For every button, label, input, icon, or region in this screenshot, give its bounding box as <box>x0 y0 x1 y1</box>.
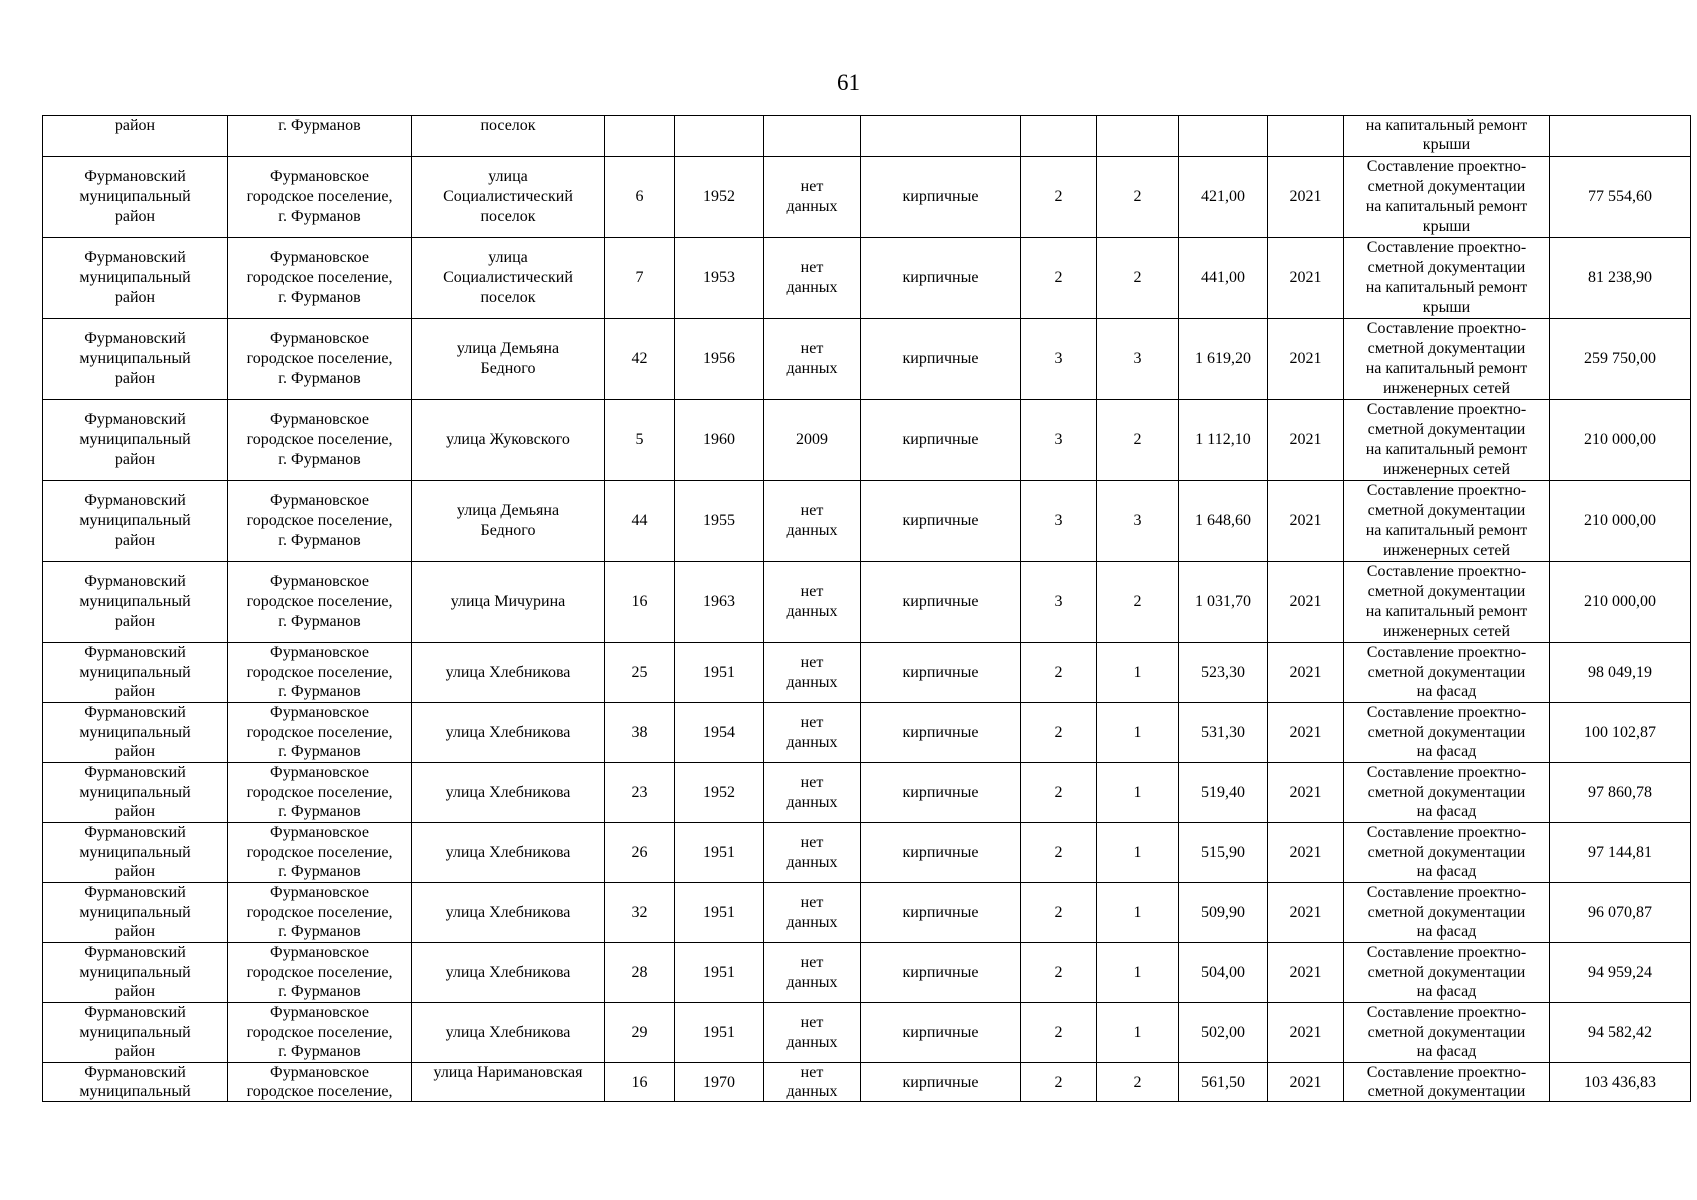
cell-area: 519,40 <box>1179 763 1268 823</box>
cell-year-built: 1951 <box>675 643 764 703</box>
table-row <box>43 763 1691 823</box>
cell-walls: кирпичные <box>861 319 1021 400</box>
cell-floors: 2 <box>1021 823 1097 883</box>
cell-work: Составление проектно- сметной документации на фасад <box>1344 943 1550 1003</box>
table-row <box>43 643 1691 703</box>
table-row <box>43 1003 1691 1063</box>
cell-street: улица Хлебникова <box>412 1003 605 1063</box>
cell-house: 7 <box>605 238 675 319</box>
cell-year-built: 1955 <box>675 481 764 562</box>
cell-plan-year: 2021 <box>1268 400 1344 481</box>
cell-cost: 100 102,87 <box>1550 703 1691 763</box>
cell-entrances: 3 <box>1097 481 1179 562</box>
cell-house: 26 <box>605 823 675 883</box>
table-row <box>43 157 1691 238</box>
cell-year-built: 1951 <box>675 943 764 1003</box>
cell-last-repair: нет данных <box>764 643 861 703</box>
cell-cost: 94 959,24 <box>1550 943 1691 1003</box>
cell-entrances: 1 <box>1097 883 1179 943</box>
cell-plan-year: 2021 <box>1268 703 1344 763</box>
cell-work: Составление проектно- сметной документации на капитальный ремонт инженерных сетей <box>1344 481 1550 562</box>
cell-house: 16 <box>605 1063 675 1102</box>
cell-last-repair: нет данных <box>764 1003 861 1063</box>
table-row <box>43 562 1691 643</box>
cell-entrances: 1 <box>1097 823 1179 883</box>
cell-settlement: Фурмановское городское поселение, <box>228 1063 412 1102</box>
cell-last-repair: нет данных <box>764 823 861 883</box>
cell-year-built: 1960 <box>675 400 764 481</box>
cell-area: 1 619,20 <box>1179 319 1268 400</box>
cell-year-built: 1952 <box>675 763 764 823</box>
cell-cost: 81 238,90 <box>1550 238 1691 319</box>
cell-area: 504,00 <box>1179 943 1268 1003</box>
cell-work: Составление проектно- сметной документации на капитальный ремонт инженерных сетей <box>1344 400 1550 481</box>
cell-walls: кирпичные <box>861 562 1021 643</box>
cell-work: Составление проектно- сметной документации на фасад <box>1344 703 1550 763</box>
cell-walls: кирпичные <box>861 763 1021 823</box>
cell-walls <box>861 116 1021 157</box>
cell-street: улица Социалистический поселок <box>412 157 605 238</box>
cell-floors: 2 <box>1021 943 1097 1003</box>
cell-floors: 3 <box>1021 400 1097 481</box>
cell-district: Фурмановский муниципальный район <box>43 400 228 481</box>
cell-floors <box>1021 116 1097 157</box>
cell-last-repair: нет данных <box>764 157 861 238</box>
cell-work: Составление проектно- сметной документации на фасад <box>1344 883 1550 943</box>
cell-work: на капитальный ремонт крыши <box>1344 116 1550 157</box>
cell-area: 509,90 <box>1179 883 1268 943</box>
cell-work: Составление проектно- сметной документации на капитальный ремонт крыши <box>1344 238 1550 319</box>
cell-last-repair <box>764 116 861 157</box>
cell-house: 16 <box>605 562 675 643</box>
cell-area: 502,00 <box>1179 1003 1268 1063</box>
cell-area <box>1179 116 1268 157</box>
cell-house: 32 <box>605 883 675 943</box>
cell-cost: 77 554,60 <box>1550 157 1691 238</box>
cell-district: Фурмановский муниципальный <box>43 1063 228 1102</box>
cell-entrances <box>1097 116 1179 157</box>
cell-house: 23 <box>605 763 675 823</box>
cell-district: Фурмановский муниципальный район <box>43 562 228 643</box>
cell-street: улица Хлебникова <box>412 643 605 703</box>
cell-district: Фурмановский муниципальный район <box>43 823 228 883</box>
cell-floors: 2 <box>1021 883 1097 943</box>
cell-area: 515,90 <box>1179 823 1268 883</box>
cell-settlement: Фурмановское городское поселение, г. Фурманов <box>228 157 412 238</box>
cell-area: 1 031,70 <box>1179 562 1268 643</box>
cell-last-repair: нет данных <box>764 1063 861 1102</box>
cell-year-built: 1970 <box>675 1063 764 1102</box>
cell-plan-year: 2021 <box>1268 883 1344 943</box>
cell-entrances: 3 <box>1097 319 1179 400</box>
cell-work: Составление проектно- сметной документации на капитальный ремонт инженерных сетей <box>1344 319 1550 400</box>
cell-floors: 3 <box>1021 481 1097 562</box>
cell-settlement: Фурмановское городское поселение, г. Фурманов <box>228 1003 412 1063</box>
cell-walls: кирпичные <box>861 1003 1021 1063</box>
cell-area: 561,50 <box>1179 1063 1268 1102</box>
cell-floors: 3 <box>1021 562 1097 643</box>
cell-year-built: 1963 <box>675 562 764 643</box>
cell-floors: 2 <box>1021 1063 1097 1102</box>
cell-street: улица Хлебникова <box>412 823 605 883</box>
cell-area: 1 648,60 <box>1179 481 1268 562</box>
cell-floors: 2 <box>1021 1003 1097 1063</box>
cell-street: улица Хлебникова <box>412 883 605 943</box>
cell-district: Фурмановский муниципальный район <box>43 883 228 943</box>
cell-plan-year: 2021 <box>1268 319 1344 400</box>
cell-settlement: Фурмановское городское поселение, г. Фурманов <box>228 703 412 763</box>
cell-year-built: 1954 <box>675 703 764 763</box>
cell-settlement: Фурмановское городское поселение, г. Фурманов <box>228 823 412 883</box>
cell-work: Составление проектно- сметной документации <box>1344 1063 1550 1102</box>
cell-cost: 259 750,00 <box>1550 319 1691 400</box>
cell-walls: кирпичные <box>861 400 1021 481</box>
cell-settlement: г. Фурманов <box>228 116 412 157</box>
cell-entrances: 2 <box>1097 562 1179 643</box>
cell-last-repair: нет данных <box>764 883 861 943</box>
cell-year-built <box>675 116 764 157</box>
cell-work: Составление проектно- сметной документации на капитальный ремонт инженерных сетей <box>1344 562 1550 643</box>
cell-street: улица Хлебникова <box>412 703 605 763</box>
cell-walls: кирпичные <box>861 883 1021 943</box>
repair-register-table <box>42 115 1691 1102</box>
cell-street: улица Демьяна Бедного <box>412 481 605 562</box>
cell-area: 1 112,10 <box>1179 400 1268 481</box>
cell-house: 6 <box>605 157 675 238</box>
cell-cost: 103 436,83 <box>1550 1063 1691 1102</box>
cell-entrances: 1 <box>1097 1003 1179 1063</box>
cell-work: Составление проектно- сметной документации на фасад <box>1344 1003 1550 1063</box>
cell-settlement: Фурмановское городское поселение, г. Фурманов <box>228 562 412 643</box>
cell-work: Составление проектно- сметной документации на фасад <box>1344 763 1550 823</box>
cell-district: район <box>43 116 228 157</box>
cell-cost: 210 000,00 <box>1550 400 1691 481</box>
cell-walls: кирпичные <box>861 1063 1021 1102</box>
cell-house <box>605 116 675 157</box>
cell-street: улица Наримановская <box>412 1063 605 1102</box>
cell-street: улица Жуковского <box>412 400 605 481</box>
cell-walls: кирпичные <box>861 238 1021 319</box>
cell-work: Составление проектно- сметной документации на фасад <box>1344 823 1550 883</box>
cell-area: 523,30 <box>1179 643 1268 703</box>
cell-cost: 210 000,00 <box>1550 562 1691 643</box>
table-row <box>43 823 1691 883</box>
cell-district: Фурмановский муниципальный район <box>43 943 228 1003</box>
table-row <box>43 481 1691 562</box>
cell-walls: кирпичные <box>861 481 1021 562</box>
cell-street: улица Социалистический поселок <box>412 238 605 319</box>
cell-cost: 97 860,78 <box>1550 763 1691 823</box>
cell-settlement: Фурмановское городское поселение, г. Фурманов <box>228 481 412 562</box>
cell-plan-year: 2021 <box>1268 1003 1344 1063</box>
cell-last-repair: нет данных <box>764 703 861 763</box>
cell-house: 29 <box>605 1003 675 1063</box>
cell-plan-year: 2021 <box>1268 943 1344 1003</box>
cell-street: поселок <box>412 116 605 157</box>
cell-entrances: 2 <box>1097 400 1179 481</box>
cell-walls: кирпичные <box>861 157 1021 238</box>
cell-settlement: Фурмановское городское поселение, г. Фурманов <box>228 643 412 703</box>
cell-entrances: 2 <box>1097 1063 1179 1102</box>
cell-cost: 210 000,00 <box>1550 481 1691 562</box>
cell-district: Фурмановский муниципальный район <box>43 157 228 238</box>
cell-street: улица Демьяна Бедного <box>412 319 605 400</box>
page-number: 61 <box>837 70 860 95</box>
cell-house: 5 <box>605 400 675 481</box>
cell-entrances: 2 <box>1097 238 1179 319</box>
cell-plan-year: 2021 <box>1268 763 1344 823</box>
cell-plan-year: 2021 <box>1268 562 1344 643</box>
cell-entrances: 1 <box>1097 643 1179 703</box>
cell-settlement: Фурмановское городское поселение, г. Фурманов <box>228 400 412 481</box>
table-row <box>43 238 1691 319</box>
cell-entrances: 1 <box>1097 943 1179 1003</box>
cell-entrances: 1 <box>1097 703 1179 763</box>
cell-house: 44 <box>605 481 675 562</box>
cell-settlement: Фурмановское городское поселение, г. Фурманов <box>228 238 412 319</box>
cell-work: Составление проектно- сметной документации на фасад <box>1344 643 1550 703</box>
cell-cost: 97 144,81 <box>1550 823 1691 883</box>
cell-district: Фурмановский муниципальный район <box>43 238 228 319</box>
cell-cost: 98 049,19 <box>1550 643 1691 703</box>
cell-last-repair: нет данных <box>764 562 861 643</box>
cell-district: Фурмановский муниципальный район <box>43 643 228 703</box>
cell-area: 421,00 <box>1179 157 1268 238</box>
cell-settlement: Фурмановское городское поселение, г. Фурманов <box>228 763 412 823</box>
cell-walls: кирпичные <box>861 823 1021 883</box>
cell-entrances: 2 <box>1097 157 1179 238</box>
cell-plan-year: 2021 <box>1268 643 1344 703</box>
cell-plan-year: 2021 <box>1268 823 1344 883</box>
cell-area: 531,30 <box>1179 703 1268 763</box>
cell-street: улица Мичурина <box>412 562 605 643</box>
cell-floors: 2 <box>1021 157 1097 238</box>
cell-last-repair: нет данных <box>764 481 861 562</box>
cell-district: Фурмановский муниципальный район <box>43 703 228 763</box>
cell-house: 28 <box>605 943 675 1003</box>
cell-floors: 2 <box>1021 763 1097 823</box>
cell-house: 38 <box>605 703 675 763</box>
table-row <box>43 883 1691 943</box>
cell-year-built: 1953 <box>675 238 764 319</box>
cell-work: Составление проектно- сметной документации на капитальный ремонт крыши <box>1344 157 1550 238</box>
cell-walls: кирпичные <box>861 943 1021 1003</box>
cell-last-repair: нет данных <box>764 763 861 823</box>
cell-year-built: 1952 <box>675 157 764 238</box>
cell-floors: 2 <box>1021 238 1097 319</box>
cell-plan-year: 2021 <box>1268 157 1344 238</box>
cell-district: Фурмановский муниципальный район <box>43 481 228 562</box>
table-row <box>43 1063 1691 1102</box>
cell-settlement: Фурмановское городское поселение, г. Фурманов <box>228 883 412 943</box>
table-row-continuation <box>43 116 1691 157</box>
table-row <box>43 703 1691 763</box>
table-row <box>43 943 1691 1003</box>
cell-area: 441,00 <box>1179 238 1268 319</box>
cell-last-repair: нет данных <box>764 943 861 1003</box>
cell-floors: 2 <box>1021 703 1097 763</box>
cell-last-repair: нет данных <box>764 319 861 400</box>
cell-year-built: 1956 <box>675 319 764 400</box>
cell-district: Фурмановский муниципальный район <box>43 1003 228 1063</box>
cell-district: Фурмановский муниципальный район <box>43 319 228 400</box>
cell-settlement: Фурмановское городское поселение, г. Фурманов <box>228 943 412 1003</box>
cell-house: 42 <box>605 319 675 400</box>
table-row <box>43 400 1691 481</box>
cell-last-repair: нет данных <box>764 238 861 319</box>
cell-settlement: Фурмановское городское поселение, г. Фурманов <box>228 319 412 400</box>
cell-cost: 96 070,87 <box>1550 883 1691 943</box>
cell-plan-year <box>1268 116 1344 157</box>
cell-last-repair: 2009 <box>764 400 861 481</box>
cell-street: улица Хлебникова <box>412 763 605 823</box>
cell-plan-year: 2021 <box>1268 1063 1344 1102</box>
cell-house: 25 <box>605 643 675 703</box>
cell-year-built: 1951 <box>675 883 764 943</box>
cell-walls: кирпичные <box>861 703 1021 763</box>
cell-district: Фурмановский муниципальный район <box>43 763 228 823</box>
cell-year-built: 1951 <box>675 1003 764 1063</box>
cell-street: улица Хлебникова <box>412 943 605 1003</box>
cell-entrances: 1 <box>1097 763 1179 823</box>
cell-cost <box>1550 116 1691 157</box>
cell-plan-year: 2021 <box>1268 238 1344 319</box>
cell-plan-year: 2021 <box>1268 481 1344 562</box>
cell-walls: кирпичные <box>861 643 1021 703</box>
table-row <box>43 319 1691 400</box>
cell-year-built: 1951 <box>675 823 764 883</box>
cell-floors: 2 <box>1021 643 1097 703</box>
cell-floors: 3 <box>1021 319 1097 400</box>
cell-cost: 94 582,42 <box>1550 1003 1691 1063</box>
